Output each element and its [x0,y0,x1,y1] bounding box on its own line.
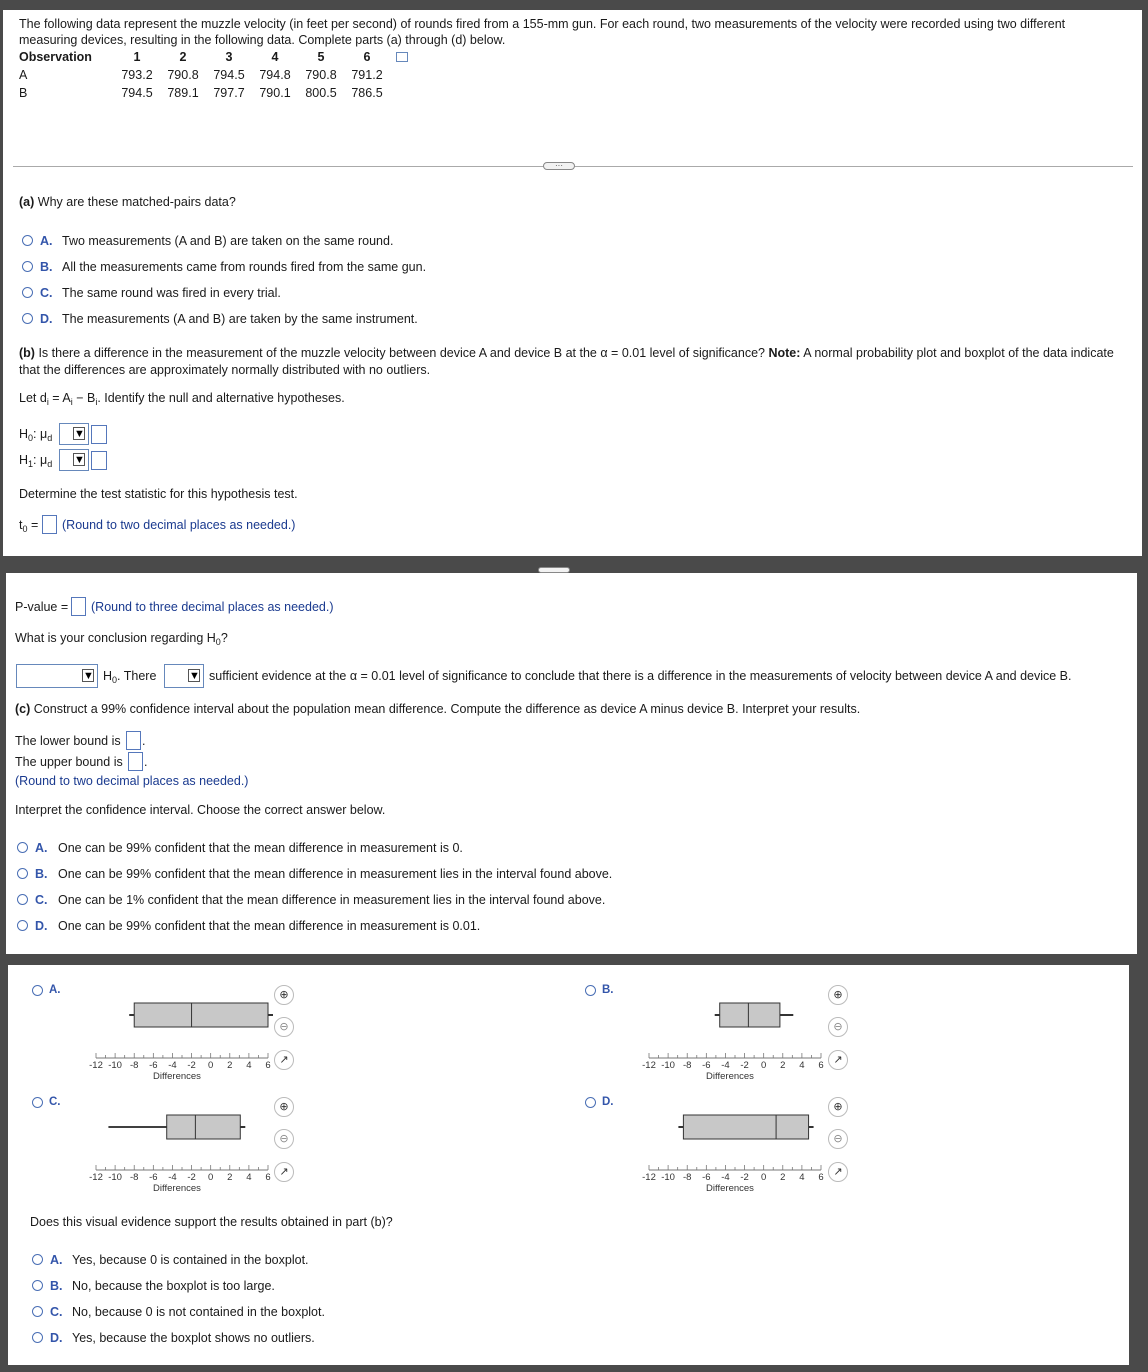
question-panel-1 [3,10,1142,556]
upper-bound-label: The upper bound is [15,755,123,769]
table-col: 3 [225,50,233,64]
tick-label: 6 [818,1172,824,1183]
option-letter: B. [602,984,614,996]
tick-label: -10 [108,1172,122,1183]
radio-button[interactable] [32,1306,43,1317]
table-col: 6 [363,50,371,64]
conclusion-mid: . There [117,669,157,683]
part-a-label: (a) [19,195,35,209]
popout-icon[interactable]: ↗ [274,1162,294,1182]
conclusion-text: What is your conclusion regarding H [15,631,216,645]
tick-label: -2 [187,1060,196,1071]
popout-icon[interactable]: ↗ [828,1050,848,1070]
tick-label: -8 [129,1172,139,1183]
boxplot-box [683,1115,808,1139]
tick-label: 0 [761,1060,767,1071]
t-letter: t [19,518,23,532]
zoom-out-icon[interactable]: ⊖ [828,1129,848,1149]
popout-icon[interactable]: ↗ [828,1162,848,1182]
tick-label: -2 [740,1172,749,1183]
axis-title: Differences [706,1071,754,1082]
tick-label: -12 [89,1172,103,1183]
tick-label: 0 [761,1172,767,1183]
option-letter: A. [49,984,61,996]
question-mark: ? [220,631,228,645]
tick-label: -4 [168,1060,177,1071]
h-letter: H [19,427,29,441]
radio-button[interactable] [22,261,33,272]
part-c-label: (c) [15,702,31,716]
part-b-text-3: that the differences are approximately normally distributed with no outliers. [19,363,431,377]
evidence-dropdown[interactable] [164,664,204,688]
sub-i: i [70,397,73,407]
option-text: Yes, because 0 is contained in the boxplot. [72,1253,309,1267]
part-b-text-1: Is there a difference in the measurement of the muzzle velocity between device A and device B at the α = 0.01 level of significance? [38,346,765,360]
tick-label: -10 [661,1172,675,1183]
table-row-label: B [19,86,28,100]
table-cell: 790.1 [259,86,291,100]
table-cell: 794.5 [121,86,153,100]
t0-input[interactable] [42,515,57,534]
tick-label: 4 [246,1060,252,1071]
option-text: Yes, because the boxplot shows no outliers. [72,1331,315,1345]
option-text: One can be 1% confident that the mean difference in measurement lies in the interval found above. [58,893,606,907]
tick-label: -6 [149,1172,158,1183]
zoom-in-icon[interactable]: ⊕ [274,985,294,1005]
zoom-out-icon[interactable]: ⊖ [828,1017,848,1037]
table-col: 4 [271,50,279,64]
tick-label: -6 [702,1060,711,1071]
part-c-text: Construct a 99% confidence interval about the population mean difference. Compute the difference as device A minus device B. Interpret your results. [33,702,861,716]
h-sub: 0 [112,675,118,685]
part-c-question [15,702,860,716]
table-cell: 790.8 [167,68,199,82]
sub-i: i [46,397,49,407]
zoom-in-icon[interactable]: ⊕ [828,1097,848,1117]
period: . [144,755,148,769]
h0-label [19,427,52,441]
boxplot-box [134,1003,268,1027]
lower-bound-input[interactable] [126,731,141,750]
t-eq: = [27,518,39,532]
t0-hint: (Round to two decimal places as needed.) [62,518,296,532]
intro-line-1: The following data represent the muzzle velocity (in feet per second) of rounds fired from a 155-mm gun. For each round, two measurements of the velocity were recorded using two different [19,17,1066,31]
tick-label: -10 [108,1060,122,1071]
table-col: 1 [133,50,141,64]
boxplot-radio-a[interactable] [32,985,43,996]
period: . [142,734,146,748]
pvalue-input[interactable] [71,597,86,616]
table-cell: 791.2 [351,68,383,82]
option-text: One can be 99% confident that the mean difference in measurement lies in the interval found above. [58,867,613,881]
table-header-row [19,48,414,66]
boxplot-a [78,1000,278,1085]
zoom-in-icon[interactable]: ⊕ [828,985,848,1005]
option-letter: C. [40,286,53,300]
tick-label: -2 [740,1060,749,1071]
table-cell: 794.5 [213,68,245,82]
tick-label: -12 [89,1060,103,1071]
let-prefix: Let d [19,391,47,405]
boxplot-b [631,1000,831,1085]
tick-label: 4 [799,1060,805,1071]
table-header-label: Observation [19,50,92,64]
part-b-question [19,346,1114,360]
zoom-out-icon[interactable]: ⊖ [274,1017,294,1037]
copy-icon[interactable] [396,52,408,62]
tick-label: -8 [682,1060,692,1071]
question-panel-3 [8,965,1129,1365]
radio-button[interactable] [22,287,33,298]
boxplot-d [631,1112,831,1197]
h-letter: H [103,669,113,683]
boxplot-c [78,1112,278,1197]
tick-label: -2 [187,1172,196,1183]
dropdown-arrow-icon: ▼ [189,670,200,682]
option-letter: D. [602,1096,614,1108]
let-mid2: − B [72,391,96,405]
option-text: The measurements (A and B) are taken by the same instrument. [62,312,418,326]
option-letter: C. [49,1096,61,1108]
upper-bound-input[interactable] [128,752,143,771]
option-text: One can be 99% confident that the mean difference in measurement is 0. [58,841,463,855]
h1-value-input[interactable] [91,451,107,470]
part-a-text: Why are these matched-pairs data? [37,195,236,209]
note-label: Note: [768,346,801,360]
radio-button[interactable] [32,1332,43,1343]
boxplot-radio-b[interactable] [585,985,596,996]
let-suffix: . Identify the null and alternative hypotheses. [97,391,345,405]
conclusion-prompt [15,631,228,645]
radio-button[interactable] [32,1280,43,1291]
h1-operator-dropdown[interactable] [59,449,89,471]
radio-button[interactable] [32,1254,43,1265]
axis-title: Differences [706,1183,754,1194]
boxplot-box [167,1115,241,1139]
tick-label: -8 [129,1060,139,1071]
part-b-text-2: A normal probability plot and boxplot of the data indicate [803,346,1114,360]
dropdown-arrow-icon: ▼ [74,428,85,440]
conclusion-tail: sufficient evidence at the α = 0.01 level of significance to conclude that there is a difference in the measurements of velocity between device A and device B. [209,669,1072,683]
tick-label: 2 [780,1172,786,1183]
part-a-question [19,195,236,209]
option-letter: C. [50,1305,63,1319]
table-col: 2 [179,50,187,64]
option-letter: A. [40,234,53,248]
tick-label: -4 [721,1060,730,1071]
table-cell: 790.8 [305,68,337,82]
table-row [19,84,414,102]
table-cell: 800.5 [305,86,337,100]
t-sub: 0 [22,524,28,534]
question-panel-2 [6,573,1137,954]
table-cell: 793.2 [121,68,153,82]
lower-bound-label: The lower bound is [15,734,121,748]
table-col: 5 [317,50,325,64]
part-b-label: (b) [19,346,35,360]
h-sub: 0 [215,637,221,647]
option-text: Two measurements (A and B) are taken on the same round. [62,234,394,248]
option-letter: D. [35,919,48,933]
pvalue-hint: (Round to three decimal places as needed.) [91,600,334,614]
tick-label: 6 [265,1172,271,1183]
option-letter: B. [35,867,48,881]
dropdown-arrow-icon: ▼ [83,670,94,682]
tick-label: -12 [642,1060,656,1071]
table-row-label: A [19,68,28,82]
radio-button[interactable] [17,842,28,853]
pvalue-label: P-value = [15,600,69,614]
h-sub: 1 [28,459,34,469]
option-text: The same round was fired in every trial. [62,286,281,300]
option-text: No, because 0 is not contained in the boxplot. [72,1305,325,1319]
boxplot-radio-d[interactable] [585,1097,596,1108]
interpret-prompt: Interpret the confidence interval. Choose the correct answer below. [15,803,386,817]
option-letter: C. [35,893,48,907]
table-cell: 786.5 [351,86,383,100]
radio-button[interactable] [17,920,28,931]
tick-label: -4 [168,1172,177,1183]
tick-label: 4 [799,1172,805,1183]
popout-icon[interactable]: ↗ [274,1050,294,1070]
tick-label: 6 [265,1060,271,1071]
tick-label: -6 [149,1060,158,1071]
option-text: One can be 99% confident that the mean difference in measurement is 0.01. [58,919,481,933]
option-letter: B. [40,260,53,274]
tick-label: -12 [642,1172,656,1183]
option-letter: D. [50,1331,63,1345]
h-sub: 0 [28,433,34,443]
mu-label: : μ [33,453,48,467]
more-handle[interactable]: ··· [543,162,575,170]
mu-sub: d [47,459,53,469]
intro-line-2: measuring devices, resulting in the following data. Complete parts (a) through (d) below. [19,33,506,47]
tick-label: 4 [246,1172,252,1183]
mu-sub: d [47,433,53,443]
option-text: All the measurements came from rounds fired from the same gun. [62,260,427,274]
sub-i: i [95,397,98,407]
boxplot-radio-c[interactable] [32,1097,43,1108]
conclusion-h0 [103,669,156,683]
table-cell: 797.7 [213,86,245,100]
radio-button[interactable] [22,235,33,246]
option-letter: D. [40,312,53,326]
mu-label: : μ [33,427,48,441]
bounds-hint: (Round to two decimal places as needed.) [15,774,249,788]
h0-operator-dropdown[interactable] [59,423,89,445]
tick-label: 2 [227,1060,233,1071]
let-mid: = A [48,391,71,405]
tick-label: -4 [721,1172,730,1183]
let-statement [19,391,345,405]
table-cell: 794.8 [259,68,291,82]
radio-button[interactable] [17,868,28,879]
axis-title: Differences [153,1183,201,1194]
t0-label [19,518,38,532]
table-cell: 789.1 [167,86,199,100]
h1-label [19,453,52,467]
option-letter: A. [50,1253,63,1267]
h0-value-input[interactable] [91,425,107,444]
data-table [19,48,414,102]
option-letter: B. [50,1279,63,1293]
tick-label: -6 [702,1172,711,1183]
axis-title: Differences [153,1071,201,1082]
tick-label: 2 [780,1060,786,1071]
h-letter: H [19,453,29,467]
option-text: No, because the boxplot is too large. [72,1279,275,1293]
radio-button[interactable] [17,894,28,905]
zoom-in-icon[interactable]: ⊕ [274,1097,294,1117]
tick-label: 2 [227,1172,233,1183]
table-row [19,66,414,84]
part-d-question: Does this visual evidence support the results obtained in part (b)? [30,1215,393,1229]
option-letter: A. [35,841,48,855]
reject-dropdown[interactable] [16,664,98,688]
test-stat-prompt: Determine the test statistic for this hypothesis test. [19,487,298,501]
tick-label: 0 [208,1172,214,1183]
dropdown-arrow-icon: ▼ [74,454,85,466]
tick-label: -8 [682,1172,692,1183]
zoom-out-icon[interactable]: ⊖ [274,1129,294,1149]
tick-label: 6 [818,1060,824,1071]
tick-label: -10 [661,1060,675,1071]
tick-label: 0 [208,1060,214,1071]
radio-button[interactable] [22,313,33,324]
boxplot-box [720,1003,780,1027]
